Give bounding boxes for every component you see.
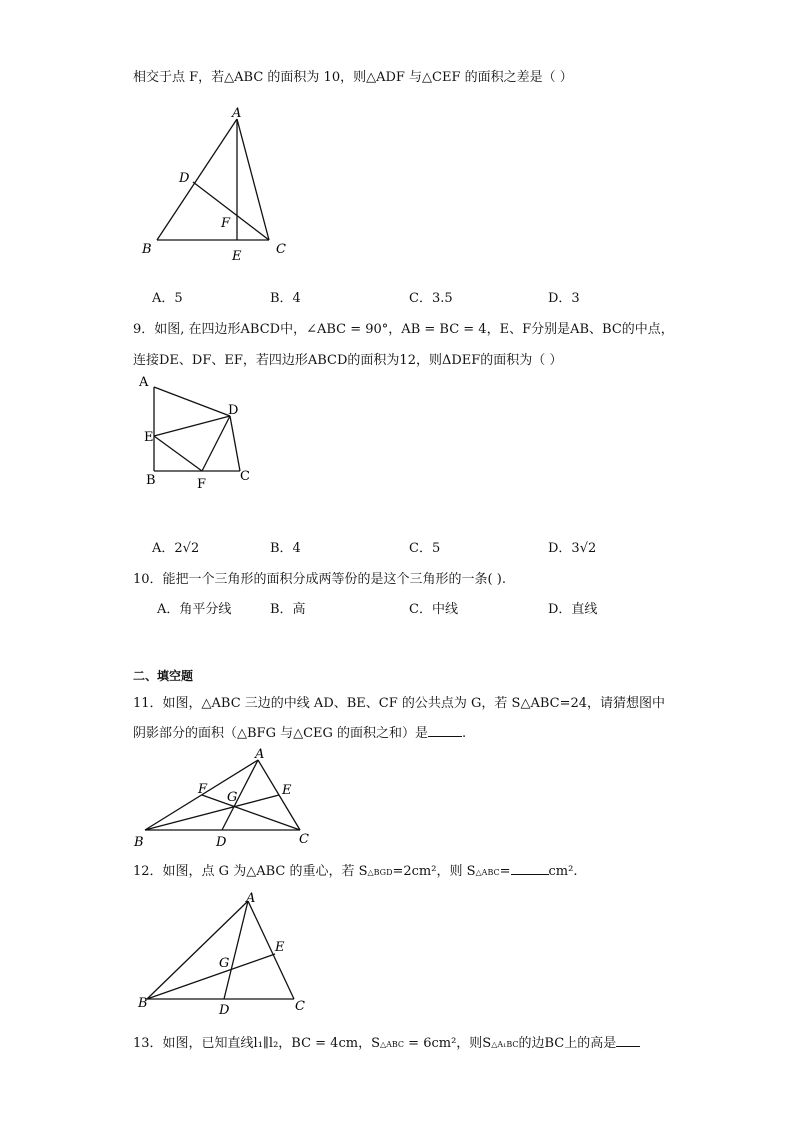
q13-stem	[133, 1032, 640, 1051]
q13-stem-b: = 6cm²，则S	[404, 1036, 492, 1051]
q9-label-f: F	[197, 477, 207, 492]
q13-sub-a1bc: △A₁BC	[491, 1040, 519, 1049]
q12-figure	[135, 888, 315, 1018]
q12-side-ab	[147, 901, 248, 999]
q11-label-c: C	[299, 832, 309, 847]
q10-option-c: C．中线	[409, 602, 458, 617]
q11-median-cf	[202, 795, 300, 830]
q13-stem-c: 的边BC上的高是	[518, 1036, 617, 1051]
q12-answer-blank[interactable]	[511, 874, 549, 875]
q11-answer-blank[interactable]	[428, 736, 462, 737]
q9-stem-line1: 9．如图, 在四边形ABCD中，∠ABC = 90°，AB = BC = 4，E、F分别是AB、BC的中点，	[133, 322, 674, 337]
q9-label-e: E	[144, 430, 154, 445]
q12-median-ad	[224, 901, 248, 999]
q9-label-c: C	[240, 469, 250, 484]
q12-stem-c: =	[499, 864, 511, 879]
q8-option-a: A．5	[152, 291, 183, 306]
q12-label-c: C	[295, 999, 305, 1014]
q12-median-be	[147, 954, 275, 999]
q11-label-a: A	[255, 747, 265, 762]
q9-side-da	[154, 387, 230, 416]
q9-segment-ed	[154, 416, 230, 436]
q10-option-a: A．角平分线	[157, 602, 232, 617]
q11-stem-line1: 11．如图，△ABC 三边的中线 AD、BE、CF 的公共点为 G，若 S△ABC=24，请猜想图中	[133, 696, 666, 711]
q10-option-b: B．高	[270, 602, 306, 617]
q12-label-b: B	[138, 996, 148, 1011]
q12-side-ac	[248, 901, 294, 999]
q9-side-cd	[230, 416, 240, 471]
q8-figure	[135, 102, 300, 272]
q11-median-be	[145, 795, 279, 830]
q8-side-ac	[237, 119, 269, 240]
q9-stem-line2: 连接DE、DF、EF，若四边形ABCD的面积为12，则ΔDEF的面积为（ ）	[133, 353, 563, 368]
q12-label-e: E	[275, 940, 285, 955]
q12-sub-bgd: △BGD	[367, 868, 393, 877]
q13-stem-a: 13．如图，已知直线l₁∥l₂，BC = 4cm，S	[133, 1036, 380, 1051]
q8-segment-dc	[193, 182, 269, 240]
q9-figure	[135, 370, 265, 495]
q10-option-d: D．直线	[548, 602, 598, 617]
q9-option-c: C．5	[409, 541, 441, 556]
q12-stem-a: 12．如图，点 G 为△ABC 的重心，若 S	[133, 864, 368, 879]
q9-option-d: D．3√2	[548, 541, 597, 556]
q12-stem	[133, 860, 577, 879]
q9-segment-df	[202, 416, 230, 471]
q11-figure	[133, 745, 323, 855]
q9-label-d: D	[228, 403, 239, 418]
q12-sub-abc: △ABC	[475, 868, 500, 877]
q8-stem-tail: 相交于点 F，若△ABC 的面积为 10，则△ADF 与△CEF 的面积之差是（ ）	[133, 70, 573, 85]
q11-label-e: E	[282, 783, 292, 798]
q8-label-f: F	[221, 216, 231, 231]
q8-option-b: B．4	[270, 291, 301, 306]
q8-label-c: C	[276, 242, 286, 257]
q9-option-b: B．4	[270, 541, 301, 556]
q12-label-a: A	[246, 891, 256, 906]
q11-stem-text: 阴影部分的面积（△BFG 与△CEG 的面积之和）是	[133, 726, 429, 741]
q8-option-c: C．3.5	[409, 291, 453, 306]
q9-option-a: A．2√2	[152, 541, 200, 556]
q12-label-d: D	[219, 1003, 230, 1018]
q11-stem-end: .	[462, 726, 467, 741]
q10-stem: 10．能把一个三角形的面积分成两等份的是这个三角形的一条( ).	[133, 572, 506, 587]
q9-label-b: B	[146, 473, 156, 488]
q13-answer-blank[interactable]	[616, 1046, 640, 1047]
q11-label-d: D	[216, 835, 227, 850]
q13-sub-abc: △ABC	[379, 1040, 405, 1049]
q12-stem-b: =2cm²，则 S	[392, 864, 476, 879]
q8-option-d: D．3	[548, 291, 580, 306]
q8-label-e: E	[232, 249, 242, 264]
q12-label-g: G	[219, 956, 230, 971]
q11-label-g: G	[227, 790, 238, 805]
q8-label-d: D	[179, 171, 190, 186]
q8-label-a: A	[232, 106, 242, 121]
q9-segment-ef	[154, 436, 202, 471]
q12-stem-d: cm².	[548, 864, 578, 879]
q11-stem-line2	[133, 722, 466, 741]
q8-label-b: B	[142, 242, 152, 257]
section-title-fill-in: 二、填空题	[133, 669, 194, 683]
q11-label-f: F	[198, 782, 208, 797]
q11-label-b: B	[134, 835, 144, 850]
q9-label-a: A	[139, 375, 149, 390]
